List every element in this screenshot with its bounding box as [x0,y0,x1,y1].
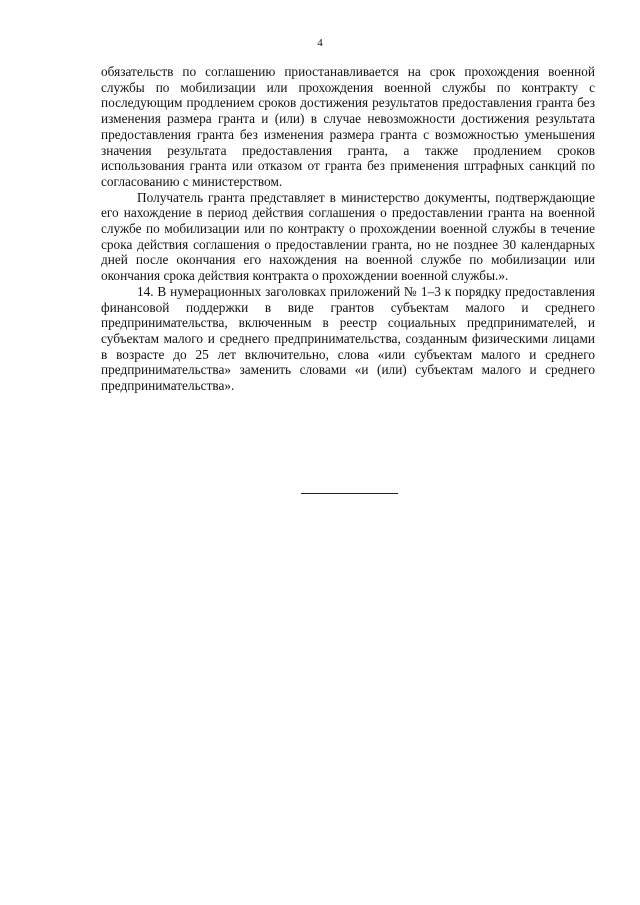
page-number: 4 [317,37,323,49]
paragraph-item-14: 14. В нумерационных заголовках приложений № 1–3 к порядку предоставления финансовой поддержки в виде грантов субъектам малого и среднего предпринимательства, включенным в реестр социальных предпринимателей, и субъектам малого и среднего предпринимательства, созданным физическими лицами в возрасте до 25 лет включительно, слова «или субъектам малого и среднего предпринимательства» заменить словами «и (или) субъектам малого и среднего предпринимательства». [101,283,595,394]
end-divider [301,493,398,494]
document-body [101,64,595,394]
paragraph-continuation: обязательств по соглашению приостанавливается на срок прохождения военной службы по мобилизации или прохождения военной службы по контракту с последующим продлением сроков достижения результатов предоставления гранта без изменения размера гранта и (или) в случае невозможности достижения результата предоставления гранта без изменения размера гранта с возможностью уменьшения значения результата предоставления гранта, а также продлением сроков использования гранта или отказом от гранта без применения штрафных санкций по согласованию с министерством. [101,64,595,189]
paragraph-grant-recipient: Получатель гранта представляет в министерство документы, подтверждающие его нахождение в период действия соглашения о предоставлении гранта на военной службе по мобилизации или по контракту о прохождении военной службы в течение срока действия соглашения о предоставлении гранта, но не позднее 30 календарных дней после окончания его нахождения на военной службе по мобилизации или окончания срока действия контракта о прохождении военной службы.». [101,189,595,284]
